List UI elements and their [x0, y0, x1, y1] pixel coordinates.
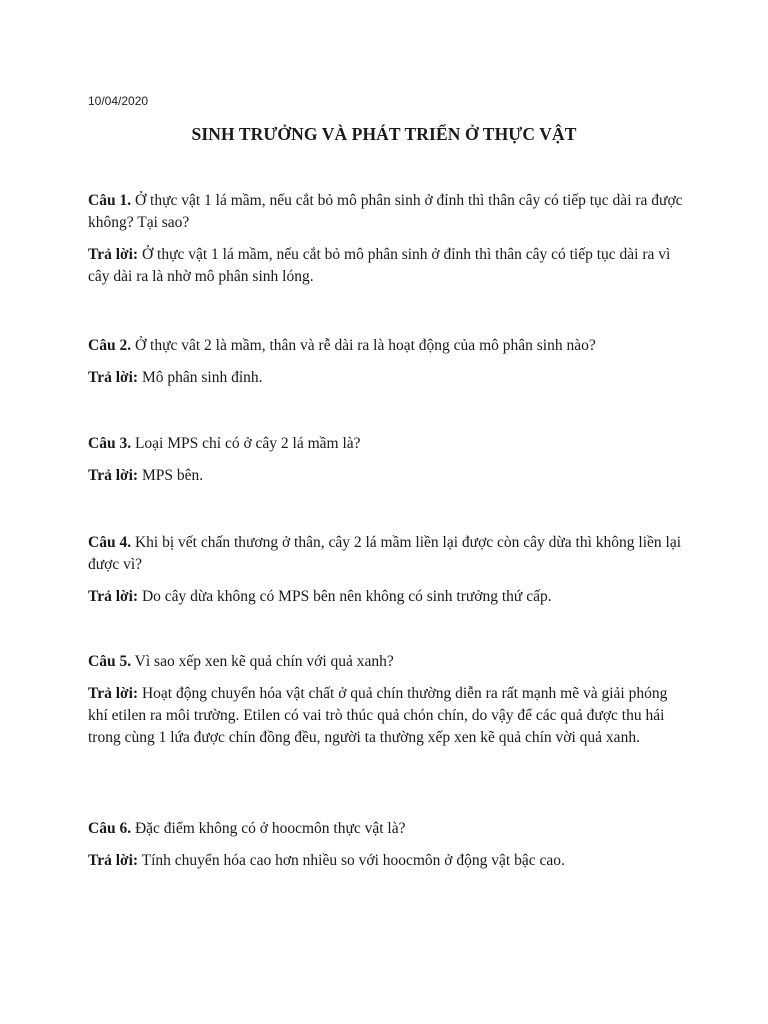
- answer-text: Tính chuyển hóa cao hơn nhiều so với hoocmôn ở động vật bậc cao.: [138, 852, 565, 869]
- question-label: Câu 5.: [88, 653, 132, 670]
- answer-label: Trả lời:: [88, 852, 139, 869]
- document-date: 10/04/2020: [88, 94, 149, 108]
- answer-text: Ở thực vật 1 lá mầm, nếu cắt bỏ mô phân sinh ở đỉnh thì thân cây có tiếp tục dài ra vì cây dài ra là nhờ mô phân sinh lóng.: [88, 246, 671, 285]
- qa-item: [88, 532, 688, 608]
- answer: [88, 244, 688, 288]
- answer-text: Mô phân sinh đỉnh.: [138, 369, 263, 386]
- question-text: Khi bị vết chấn thương ở thân, cây 2 lá mầm liền lại được còn cây dừa thì không liền lại được vì?: [88, 534, 682, 573]
- answer: [88, 465, 688, 487]
- question-text: Loại MPS chỉ có ở cây 2 lá mầm là?: [131, 435, 361, 452]
- answer-label: Trả lời:: [88, 467, 139, 484]
- question-label: Câu 6.: [88, 820, 132, 837]
- question: [88, 190, 688, 234]
- question-text: Vì sao xếp xen kẽ quả chín với quả xanh?: [131, 653, 394, 670]
- answer-label: Trả lời:: [88, 685, 139, 702]
- question-label: Câu 2.: [88, 337, 132, 354]
- document-title: SINH TRƯỞNG VÀ PHÁT TRIỂN Ở THỰC VẬT: [191, 124, 577, 144]
- question-text: Ở thực vật 1 lá mầm, nếu cắt bỏ mô phân sinh ở đỉnh thì thân cây có tiếp tục dài ra được không? Tại sao?: [88, 192, 683, 231]
- question-label: Câu 4.: [88, 534, 132, 551]
- answer: [88, 683, 688, 749]
- answer: [88, 586, 688, 608]
- question-text: Ở thực vât 2 là mầm, thân và rễ dài ra là hoạt động của mô phân sinh nào?: [131, 337, 596, 354]
- question-label: Câu 3.: [88, 435, 132, 452]
- qa-item: [88, 818, 688, 872]
- question-label: Câu 1.: [88, 192, 132, 209]
- question: [88, 818, 688, 840]
- answer-label: Trả lời:: [88, 369, 139, 386]
- answer-text: MPS bên.: [138, 467, 204, 484]
- answer-label: Trả lời:: [88, 246, 139, 263]
- answer-label: Trả lời:: [88, 588, 139, 605]
- question: [88, 651, 688, 673]
- question: [88, 532, 688, 576]
- qa-item: [88, 190, 688, 288]
- answer-text: Do cây dừa không có MPS bên nên không có sinh trưởng thứ cấp.: [138, 588, 552, 605]
- question-text: Đặc điểm không có ở hoocmôn thực vật là?: [131, 820, 406, 837]
- answer: [88, 850, 688, 872]
- qa-item: [88, 433, 688, 487]
- qa-item: [88, 335, 688, 389]
- question: [88, 433, 688, 455]
- answer-text: Hoạt động chuyển hóa vật chất ở quả chín thường diễn ra rất mạnh mẽ và giải phóng khí etilen ra môi trường. Etilen có vai trò thúc quả chón chín, do vậy để các quả được thu hái trong cùng 1 lứa được chín đồng đều, người ta thường xếp xen kẽ quả chín vời quả xanh.: [88, 685, 668, 746]
- qa-item: [88, 651, 688, 749]
- answer: [88, 367, 688, 389]
- question: [88, 335, 688, 357]
